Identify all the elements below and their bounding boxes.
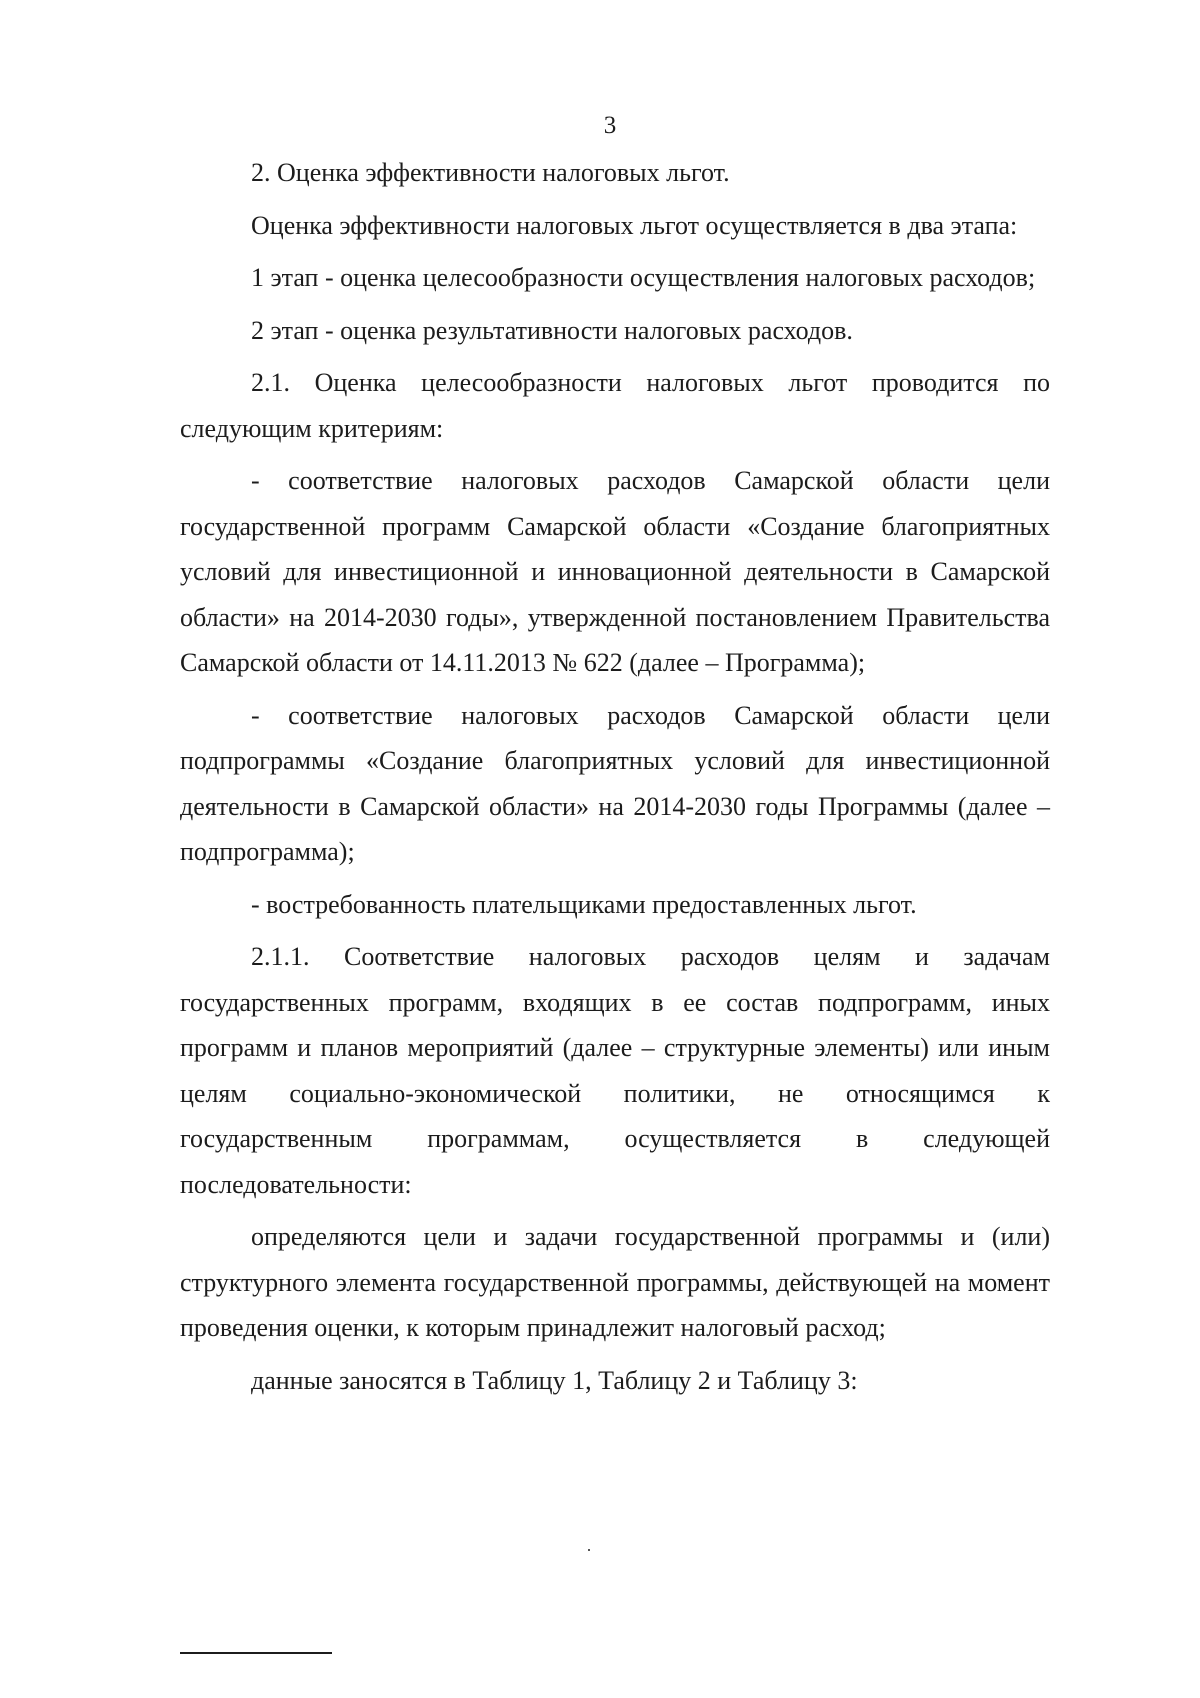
paragraph: 1 этап - оценка целесообразности осуществления налоговых расходов;	[251, 263, 1036, 292]
list-item: - соответствие налоговых расходов Самарской области цели государственной программ Самарской области «Создание благоприятных условий для инвестиционной и инновационной деятельности в Самарской области» на 2014-2030 годы», утвержденной постановлением Правительства Самарской области от 14.11.2013 № 622 (далее – Программа);	[180, 466, 1050, 677]
footnote-divider	[180, 1652, 332, 1654]
paragraph: 2 этап - оценка результативности налоговых расходов.	[251, 315, 853, 345]
paragraph: 2.1. Оценка целесообразности налоговых льгот проводится по следующим критериям:	[180, 368, 1050, 443]
paragraph: 2.1.1. Соответствие налоговых расходов целям и задачам государственных программ, входящих в ее состав подпрограмм, иных программ и планов мероприятий (далее – структурные элементы) или иным целям социально-экономической политики, не относящимся к государственным программам, осуществляется в следующей последовательности:	[180, 942, 1050, 1199]
paragraph: данные заносятся в Таблицу 1, Таблицу 2 и Таблицу 3:	[251, 1365, 858, 1395]
list-item: - соответствие налоговых расходов Самарской области цели подпрограммы «Создание благоприятных условий для инвестиционной деятельности в Самарской области» на 2014-2030 годы Программы (далее – подпрограмма);	[180, 700, 1050, 866]
paragraph: определяются цели и задачи государственной программы и (или) структурного элемента государственной программы, действующей на момент проведения оценки, к которым принадлежит налоговый расход;	[180, 1222, 1050, 1342]
document-body	[180, 150, 1050, 1403]
scan-speck	[588, 1549, 590, 1551]
list-item: - востребованность плательщиками предоставленных льгот.	[251, 889, 917, 919]
section-heading: 2. Оценка эффективности налоговых льгот.	[251, 158, 730, 187]
paragraph: Оценка эффективности налоговых льгот осуществляется в два этапа:	[251, 210, 1018, 240]
page-number: 3	[603, 112, 617, 139]
